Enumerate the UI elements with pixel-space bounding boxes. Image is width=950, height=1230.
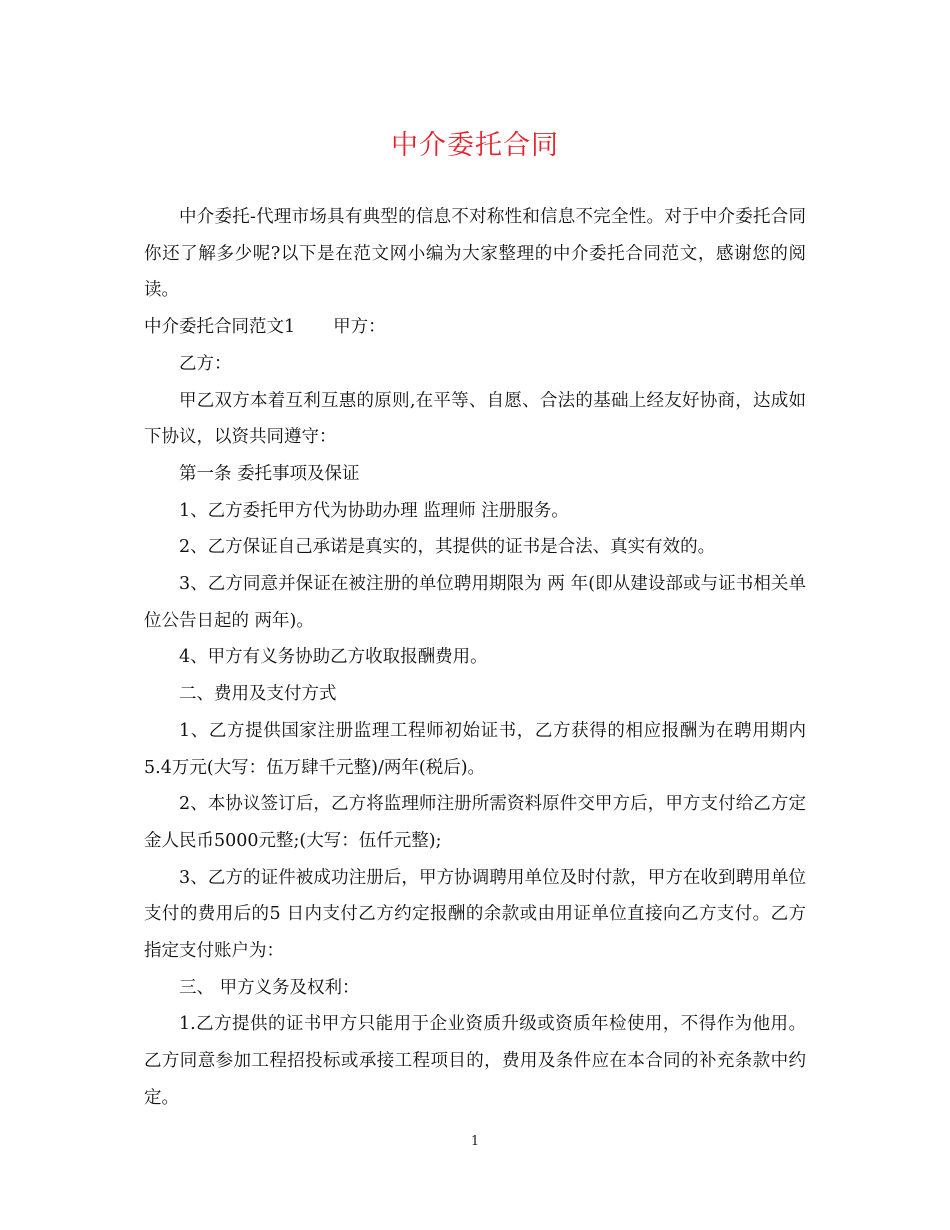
article1-item: 4、甲方有义务协助乙方收取报酬费用。: [179, 647, 488, 668]
document-title: 中介委托合同: [391, 130, 559, 161]
page-number: 1: [470, 1134, 480, 1149]
party-b-label: 乙方：: [179, 353, 232, 374]
article1-heading: 第一条 委托事项及保证: [179, 463, 360, 484]
article2-item: 3、乙方的证件被成功注册后，甲方协调聘用单位及时付款，甲方在收到聘用单位支付的费用后的5 日内支付乙方约定报酬的余款或由用证单位直接向乙方支付。乙方指定支付账户为：: [144, 867, 806, 962]
article3-heading: 三、 甲方义务及权利：: [179, 977, 360, 998]
article2-heading: 二、费用及支付方式: [179, 684, 337, 705]
sample-label: 中介委托合同范文1: [144, 317, 296, 338]
article1-item: 1、乙方委托甲方代为协助办理 监理师 注册服务。: [179, 500, 569, 521]
party-a-label: 甲方：: [333, 317, 386, 338]
article2-item: 2、本协议签订后，乙方将监理师注册所需资料原件交甲方后，甲方支付给乙方定金人民币5000元整;(大写：伍仟元整);: [144, 794, 806, 851]
article2-item: 1、乙方提供国家注册监理工程师初始证书，乙方获得的相应报酬为在聘用期内5.4万元(大写：伍万肆千元整)/两年(税后)。: [144, 720, 806, 778]
article1-item: 2、乙方保证自己承诺是真实的，其提供的证书是合法、真实有效的。: [179, 537, 716, 558]
intro-paragraph: 中介委托-代理市场具有典型的信息不对称性和信息不完全性。对于中介委托合同你还了解多少呢?以下是在范文网小编为大家整理的中介委托合同范文，感谢您的阅读。: [144, 207, 806, 301]
document-body: [144, 199, 806, 1117]
sample-heading-row: [144, 309, 806, 346]
preamble-paragraph: 甲乙双方本着互利互惠的原则,在平等、自愿、合法的基础上经友好协商，达成如下协议，以资共同遵守：: [144, 390, 806, 448]
article1-item: 3、乙方同意并保证在被注册的单位聘用期限为 两 年(即从建设部或与证书相关单位公告日起的 两年)。: [144, 574, 806, 631]
article3-item: 1.乙方提供的证书甲方只能用于企业资质升级或资质年检使用，不得作为他用。乙方同意参加工程招投标或承接工程项目的，费用及条件应在本合同的补充条款中约定。: [144, 1014, 806, 1108]
